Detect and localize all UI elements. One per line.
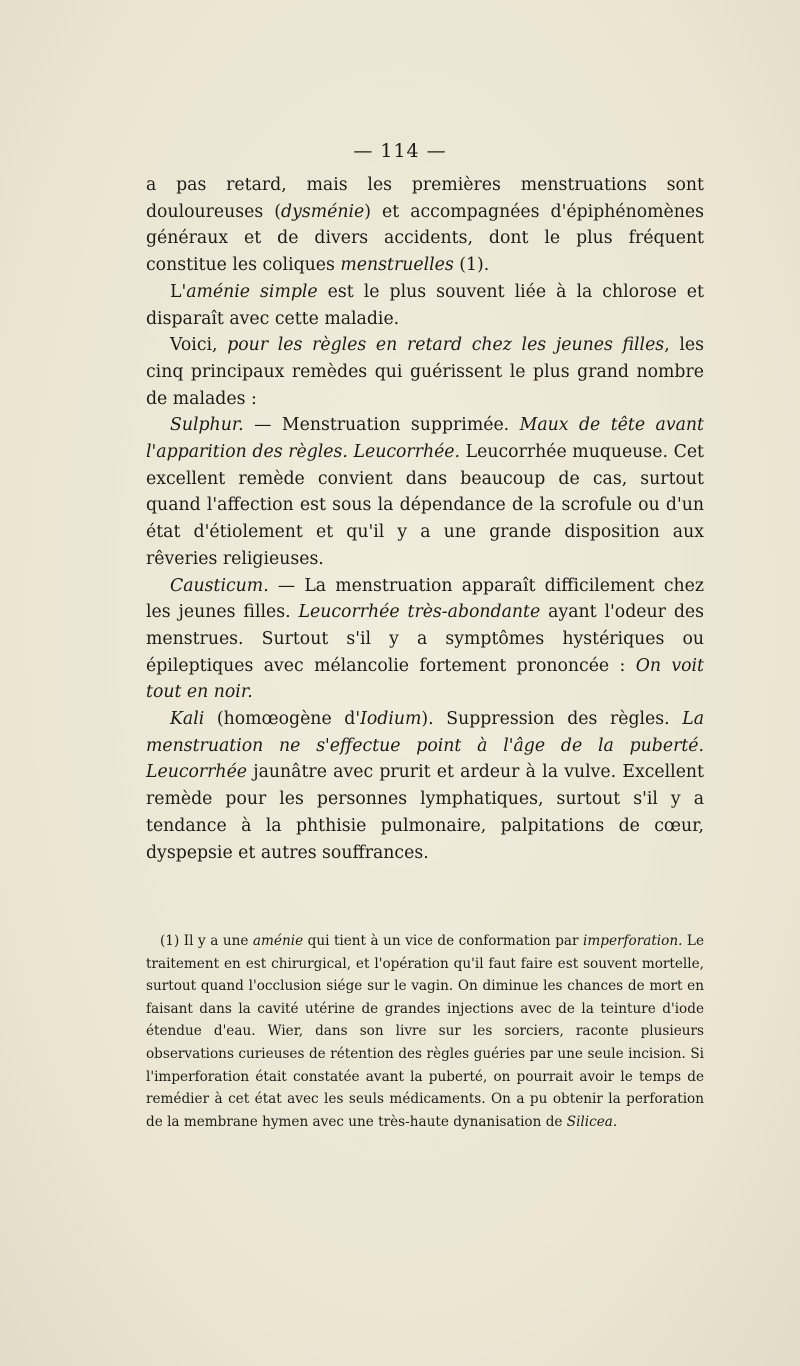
paragraph (146, 279, 704, 332)
text-run: , les cinq principaux remèdes qui guérissent le plus grand nombre de malades : (146, 335, 704, 409)
text-run: — Menstruation supprimée. (243, 415, 520, 436)
italic-symptom: Maux de tête avant l'apparition des règles. Leucorrhée. (146, 415, 704, 463)
italic-symptom: La menstruation ne s'effectue point à l'âge de la puberté. Leucorrhée (146, 709, 704, 783)
text-run: Leucorrhée muqueuse. Cet excellent remède convient dans beaucoup de cas, surtout quand l'affection est sous la dépendance de la scrofule ou d'un état d'étiolement et qu'il y a une grande disposition aux rêveries religieuses. (146, 442, 704, 569)
main-text (146, 172, 704, 866)
text-run: (1) Il y a une (160, 933, 253, 949)
remedy-causticum (146, 573, 704, 707)
footnote (146, 930, 704, 1133)
italic-term: aménie (252, 933, 304, 949)
text-run: — La menstruation apparaît difficilement chez les jeunes filles. (146, 575, 704, 623)
italic-term: pour les règles en retard chez les jeunes filles (227, 335, 665, 356)
text-run: est le plus souvent liée à la chlorose et disparaît avec cette maladie. (146, 281, 704, 329)
page-number: — 114 — (353, 140, 447, 162)
footnote-reference: (1). (453, 255, 490, 276)
remedy-sulphur (146, 412, 704, 572)
text-run: qui tient à un vice de conformation par (303, 933, 584, 949)
remedy-kali (146, 706, 704, 866)
text-run: Voici, (170, 335, 228, 356)
footnote-text (146, 930, 704, 1133)
italic-term: menstruelles (340, 255, 454, 276)
italic-term: Silicea. (566, 1113, 618, 1130)
remedy-name: Sulphur. (170, 415, 244, 436)
paragraph (146, 172, 704, 279)
text-run: (homœogène d' (204, 709, 361, 730)
text-run: ). Suppression des règles. (421, 709, 683, 730)
italic-term: dysménie (281, 201, 365, 222)
remedy-name: Kali (170, 709, 205, 730)
italic-term: Iodium (360, 709, 422, 730)
text-run: ayant l'odeur des menstrues. Surtout s'il y a symptômes hystériques ou épileptiques avec mélancolie fortement prononcée : (146, 602, 704, 676)
italic-symptom: On voit tout en noir. (146, 655, 704, 703)
italic-term: imperforation. (583, 933, 683, 949)
paragraph (146, 332, 704, 412)
italic-term: aménie simple (186, 281, 318, 302)
text-run: Le traitement en est chirurgical, et l'opération qu'il faut faire est souvent mortelle, surtout quand l'occlusion siége sur le vagin. On diminue les chances de mort en faisant dans la cavité utérine de grandes injections avec de la teinture d'iode étendue d'eau. Wier, dans son livre sur les sorciers, raconte plusieurs observations curieuses de rétention des règles guéries par une seule incision. Si l'imperforation était constatée avant la puberté, on pourrait avoir le temps de remédier à cet état avec les seuls médicaments. On a pu obtenir la perforation de la membrane hymen avec une très-haute dynanisation de (146, 933, 704, 1130)
text-run: L' (170, 281, 187, 302)
italic-symptom: Leucorrhée très-abondante (298, 602, 541, 623)
remedy-name: Causticum. (170, 575, 269, 596)
text-run: ) et accompagnées d'épiphénomènes généraux et de divers accidents, dont le plus fréquent constitue les coliques (146, 201, 704, 276)
text-run: jaunâtre avec prurit et ardeur à la vulve. Excellent remède pour les personnes lymphatiques, surtout s'il y a tendance à la phthisie pulmonaire, palpitations de cœur, dyspepsie et autres souffrances. (146, 762, 704, 863)
text-run: a pas retard, mais les premières menstruations sont douloureuses ( (146, 175, 704, 222)
